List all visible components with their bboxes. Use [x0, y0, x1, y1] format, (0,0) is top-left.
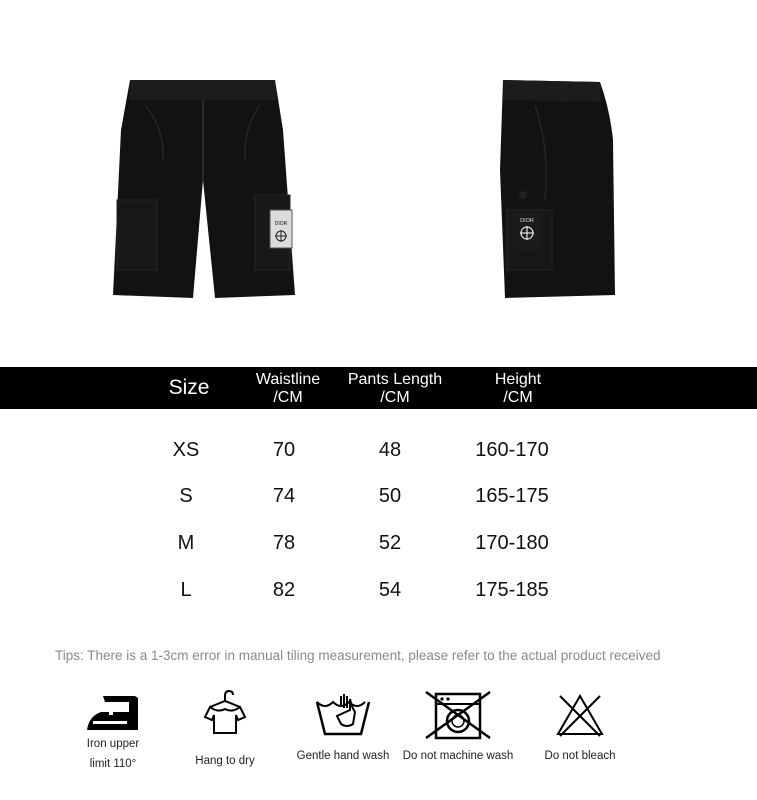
- cell-waist: 82: [272, 579, 296, 601]
- cell-height: 175-185: [475, 579, 549, 601]
- cell-length: 48: [378, 439, 402, 461]
- patch-text-side: DIOR: [520, 218, 534, 224]
- care-label: Do not bleach: [544, 750, 616, 762]
- table-row: [0, 439, 757, 469]
- header-pants-length-label: Pants Length: [347, 371, 443, 388]
- care-item-hang: [188, 687, 262, 771]
- no-bleach-icon: [554, 690, 606, 740]
- care-label-line2: limit 110°: [89, 758, 137, 770]
- hanger-shirt-icon: [202, 687, 248, 741]
- cell-size: XS: [172, 439, 200, 461]
- cell-size: L: [180, 579, 192, 601]
- product-photo-side: [495, 70, 625, 305]
- header-height: [468, 371, 568, 407]
- no-machine-wash-icon: [422, 690, 494, 740]
- care-item-iron: [78, 690, 148, 774]
- hand-wash-icon: [313, 690, 373, 740]
- cell-length: 50: [378, 485, 402, 507]
- cell-waist: 74: [272, 485, 296, 507]
- header-size: Size: [168, 376, 210, 399]
- cell-height: 170-180: [475, 532, 549, 554]
- care-item-no-machine-wash: [396, 690, 520, 766]
- care-item-no-bleach: [535, 690, 625, 766]
- cell-length: 54: [378, 579, 402, 601]
- product-photo-front: [105, 70, 305, 305]
- cell-length: 52: [378, 532, 402, 554]
- header-height-unit: /CM: [503, 389, 533, 406]
- header-waistline-unit: /CM: [273, 389, 303, 406]
- header-pants-length-unit: /CM: [380, 389, 410, 406]
- header-height-label: Height: [494, 371, 542, 388]
- header-pants-length: [335, 371, 455, 407]
- cell-waist: 78: [272, 532, 296, 554]
- iron-icon: [83, 690, 143, 734]
- cell-waist: 70: [272, 439, 296, 461]
- care-label: Hang to dry: [195, 755, 255, 767]
- table-row: [0, 532, 757, 562]
- patch-text: DIOR: [274, 221, 288, 227]
- table-row: [0, 579, 757, 609]
- cell-size: M: [177, 532, 195, 554]
- table-row: [0, 485, 757, 515]
- size-chart-header: [0, 367, 757, 409]
- cell-height: 160-170: [475, 439, 549, 461]
- cell-size: S: [179, 485, 193, 507]
- cell-height: 165-175: [475, 485, 549, 507]
- care-label: Do not machine wash: [402, 750, 514, 762]
- header-waistline: [238, 371, 338, 407]
- header-waistline-label: Waistline: [255, 371, 321, 388]
- care-label-line1: Iron upper: [86, 738, 140, 750]
- measurement-tips: Tips: There is a 1-3cm error in manual tiling measurement, please refer to the actual product received: [55, 648, 661, 663]
- care-label: Gentle hand wash: [296, 750, 390, 762]
- care-item-hand-wash: [293, 690, 393, 766]
